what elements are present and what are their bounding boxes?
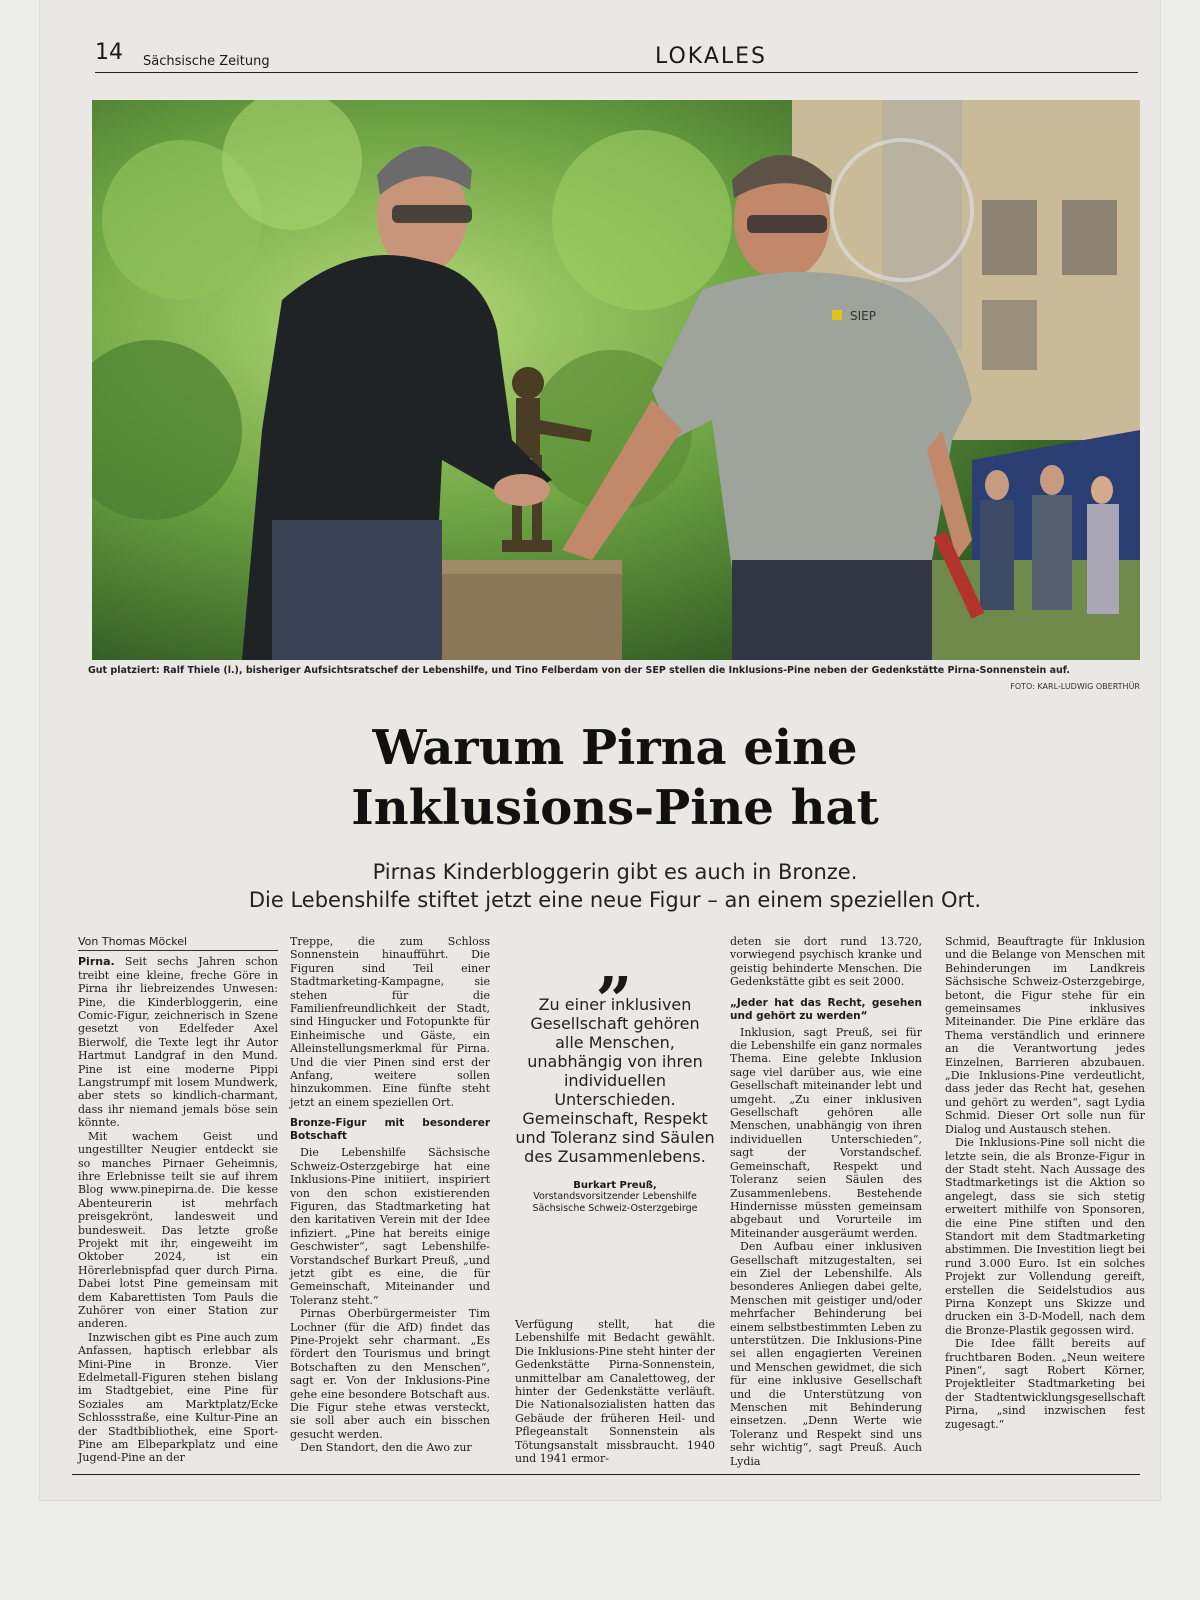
article-column-2 <box>290 935 490 1455</box>
publication-name: Sächsische Zeitung <box>143 54 270 69</box>
quote-author-role: Vorstandsvorsitzender Lebenshilfe Sächsische Schweiz-Osterzgebirge <box>532 1191 698 1214</box>
paragraph: Pirnas Oberbürgermeister Tim Lochner (für die AfD) findet das Pine-Projekt sehr charmant. „Es fördert den Tourismus und bringt Botschaften zu den Menschen“, sagt er. Von der Inklusions-Pine gehe eine besondere Botschaft aus. Die Figur stehe etwas versteckt, sie soll aber auch ein bisschen gesucht werden. <box>290 1307 490 1441</box>
article-photo <box>92 100 1140 660</box>
page-header <box>95 40 1138 73</box>
subheading: „Jeder hat das Recht, gesehen und gehört zu werden“ <box>730 996 922 1022</box>
article-headline <box>60 718 1170 838</box>
paragraph: Die Lebenshilfe Sächsische Schweiz-Osterzgebirge hat eine Inklusions-Pine initiiert, inspiriert von den schon existierenden Figuren, das Stadtmarketing hat den karitativen Verein mit der Idee infiziert. „Pine hat bereits einige Geschwister“, sagt Lebenshilfe-Vorstandschef Burkart Preuß, „und jetzt gibt es eine, die für Gemeinschaft, Miteinander und Toleranz steht.“ <box>290 1146 490 1307</box>
subheading: Bronze-Figur mit besonderer Botschaft <box>290 1117 490 1143</box>
quote-author: Burkart Preuß, <box>573 1180 657 1191</box>
photo-caption: Gut platziert: Ralf Thiele (l.), bisheriger Aufsichtsratschef der Lebenshilfe, und Tino Felberdam von der SEP stellen die Inklusions-Pine neben der Gedenkstätte Pirna-Sonnenstein auf. <box>88 665 1071 676</box>
quote-mark: „ <box>596 927 634 1002</box>
article-column-3 <box>515 1318 715 1465</box>
pull-quote <box>515 927 715 1215</box>
paragraph: Die Inklusions-Pine soll nicht die letzte sein, die als Bronze-Figur in der Stadt steht. Nach Aussage des Stadtmarketings ist die Aktion so angelegt, dass sie sich stetig erweitert mithilfe von Sponsoren, die eine Pine stiften und den Standort mit dem Stadtmarketing abstimmen. Die Investition liegt bei rund 3.000 Euro. Ist ein solches Projekt zur Vollendung gereift, erstellen die Seidelstudios aus Pirna Konzept uns Skizze und drucken ein 3-D-Modell, nach dem die Bronze-Plastik gegossen wird. <box>945 1136 1145 1337</box>
article-subheadline <box>60 858 1170 914</box>
paragraph-text: Seit sechs Jahren schon treibt eine kleine, freche Göre in Pirna ihr liebreizendes Unwesen: Pine, die Kinderbloggerin, eine Comic-Figur, zeichnerisch in Szene gesetzt von Edelfeder Axel Bierwolf, die Texte legt ihr Autor Hartmut Landgraf in den Mund. Pine ist eine moderne Pippi Langstrumpf mit losem Mundwerk, aber stets so kindlich-charmant, dass ihr niemand jemals böse sein könnte. <box>78 955 279 1130</box>
shirt-logo: SIEP <box>850 309 876 323</box>
article-column-1 <box>78 935 278 1465</box>
paragraph: Treppe, die zum Schloss Sonnenstein hinaufführt. Die Figuren sind Teil einer Stadtmarketing-Kampagne, sie stehen für die Familienfreundlichkeit der Stadt, sind Hingucker und Fotopunkte für Einheimische und Gäste, ein Alleinstellungsmerkmal für Pirna. Und die vier Pinen sind erst der Anfang, weitere sollen hinzukommen. Eine fünfte steht jetzt an einem speziellen Ort. <box>290 935 490 1109</box>
subheadline-line-2: Die Lebenshilfe stiftet jetzt eine neue Figur – an einem speziellen Ort. <box>248 888 982 912</box>
paragraph <box>78 955 278 1129</box>
photo-credit: FOTO: KARL-LUDWIG OBERTHÜR <box>1010 682 1140 691</box>
byline: Von Thomas Möckel <box>78 935 278 951</box>
quote-text: Zu einer inklusiven Gesellschaft gehören alle Menschen, unabhängig von ihren individuellen Unterschieden. Gemeinschaft, Respekt und Toleranz sind Säulen des Zusammenlebens. <box>515 995 715 1166</box>
headline-line-1: Warum Pirna eine <box>372 720 858 776</box>
headline-line-2: Inklusions-Pine hat <box>351 780 879 836</box>
paragraph: Die Idee fällt bereits auf fruchtbaren Boden. „Neun weitere Pinen“, sagt Robert Körner, Projektleiter Stadtmarketing bei der Stadtentwicklungsgesellschaft Pirna, „sind inzwischen fest zugesagt.“ <box>945 1337 1145 1431</box>
paragraph: Mit wachem Geist und ungestillter Neugier entdeckt sie so manches Pirnaer Geheimnis, ihre Erlebnisse teilt sie auf ihrem Blog www.pinepirna.de. Die kesse Abenteurerin ist mehrfach preisgekrönt, landesweit und bundesweit. Das letzte große Projekt mit ihr, eingeweiht im Oktober 2024, ist ein Hörerlebnispfad quer durch Pirna. Dabei lotst Pine gemeinsam mit dem Kabarettisten Tom Pauls die Zuhörer von einer Station zur anderen. <box>78 1129 278 1331</box>
page-number: 14 <box>95 40 123 65</box>
paragraph: Schmid, Beauftragte für Inklusion und die Belange von Menschen mit Behinderungen im Landkreis Sächsische Schweiz-Osterzgebirge, betont, die Figur stehe für ein gemeinsames inklusives Miteinander. Die Pine erkläre das Thema verständlich und erinnere an die Verantwortung jedes Einzelnen, Barrieren abzubauen. „Die Inklusions-Pine verdeutlicht, dass jeder das Recht hat, gesehen und gehört zu werden“, sagt Lydia Schmid. Dieser Ort solle nun für Dialog und Austausch stehen. <box>945 935 1145 1136</box>
paragraph: Inzwischen gibt es Pine auch zum Anfassen, haptisch erlebbar als Mini-Pine in Bronze. Vier Edelmetall-Figuren stehen bislang im Stadtgebiet, eine Pine für Soziales am Marktplatz/Ecke Schlossstraße, eine Kultur-Pine an der Stadtbibliothek, eine Sport-Pine am Elbeparkplatz und eine Jugend-Pine an der <box>78 1330 278 1465</box>
paragraph: Inklusion, sagt Preuß, sei für die Lebenshilfe ein ganz normales Thema. Eine gelebte Inklusion sage viel darüber aus, wie eine Gesellschaft miteinander lebt und umgeht. „Zu einer inklusiven Gesellschaft gehören alle Menschen, unabhängig von ihren individuellen Unterschieden“, sagt der Vorstandschef. Gemeinschaft, Respekt und Toleranz seien Säulen des Zusammenlebens. Bestehende Hindernisse müssten gemeinsam abgebaut und Vorurteile im Miteinander ausgeräumt werden. <box>730 1025 922 1240</box>
dateline: Pirna. <box>78 955 115 969</box>
article-column-4 <box>730 935 922 1468</box>
section-name: LOKALES <box>655 44 768 69</box>
bottom-rule <box>72 1474 1140 1475</box>
paragraph: deten sie dort rund 13.720, vorwiegend psychisch kranke und geistig behinderte Menschen. Die Gedenkstätte gibt es seit 2000. <box>730 935 922 989</box>
article-column-5 <box>945 935 1145 1431</box>
paragraph: Den Aufbau einer inklusiven Gesellschaft mitzugestalten, sei ein Ziel der Lebenshilfe. Als besonderes Anliegen dabei gelte, Menschen mit geistiger und/oder mehrfacher Behinderung bei einem selbstbestimmten Leben zu unterstützen. Die Inklusions-Pine sei allen engagierten Vereinen und Menschen gewidmet, die sich für eine inklusive Gesellschaft und die Unterstützung von Menschen mit Behinderung einsetzen. „Denn Werte wie Toleranz und Respekt sind uns sehr wichtig“, sagt Preuß. Auch Lydia <box>730 1240 922 1468</box>
paragraph: Verfügung stellt, hat die Lebenshilfe mit Bedacht gewählt. Die Inklusions-Pine steht hinter der Gedenkstätte Pirna-Sonnenstein, unmittelbar am Canalettoweg, der hinter der Gedenkstätte verläuft. Die Nationalsozialisten hatten das Gebäude der früheren Heil- und Pflegeanstalt Sonnenstein als Tötungsanstalt missbraucht. 1940 und 1941 ermor- <box>515 1318 715 1466</box>
paragraph: Den Standort, den die Awo zur <box>300 1441 472 1455</box>
subheadline-line-1: Pirnas Kinderbloggerin gibt es auch in Bronze. <box>372 860 858 884</box>
